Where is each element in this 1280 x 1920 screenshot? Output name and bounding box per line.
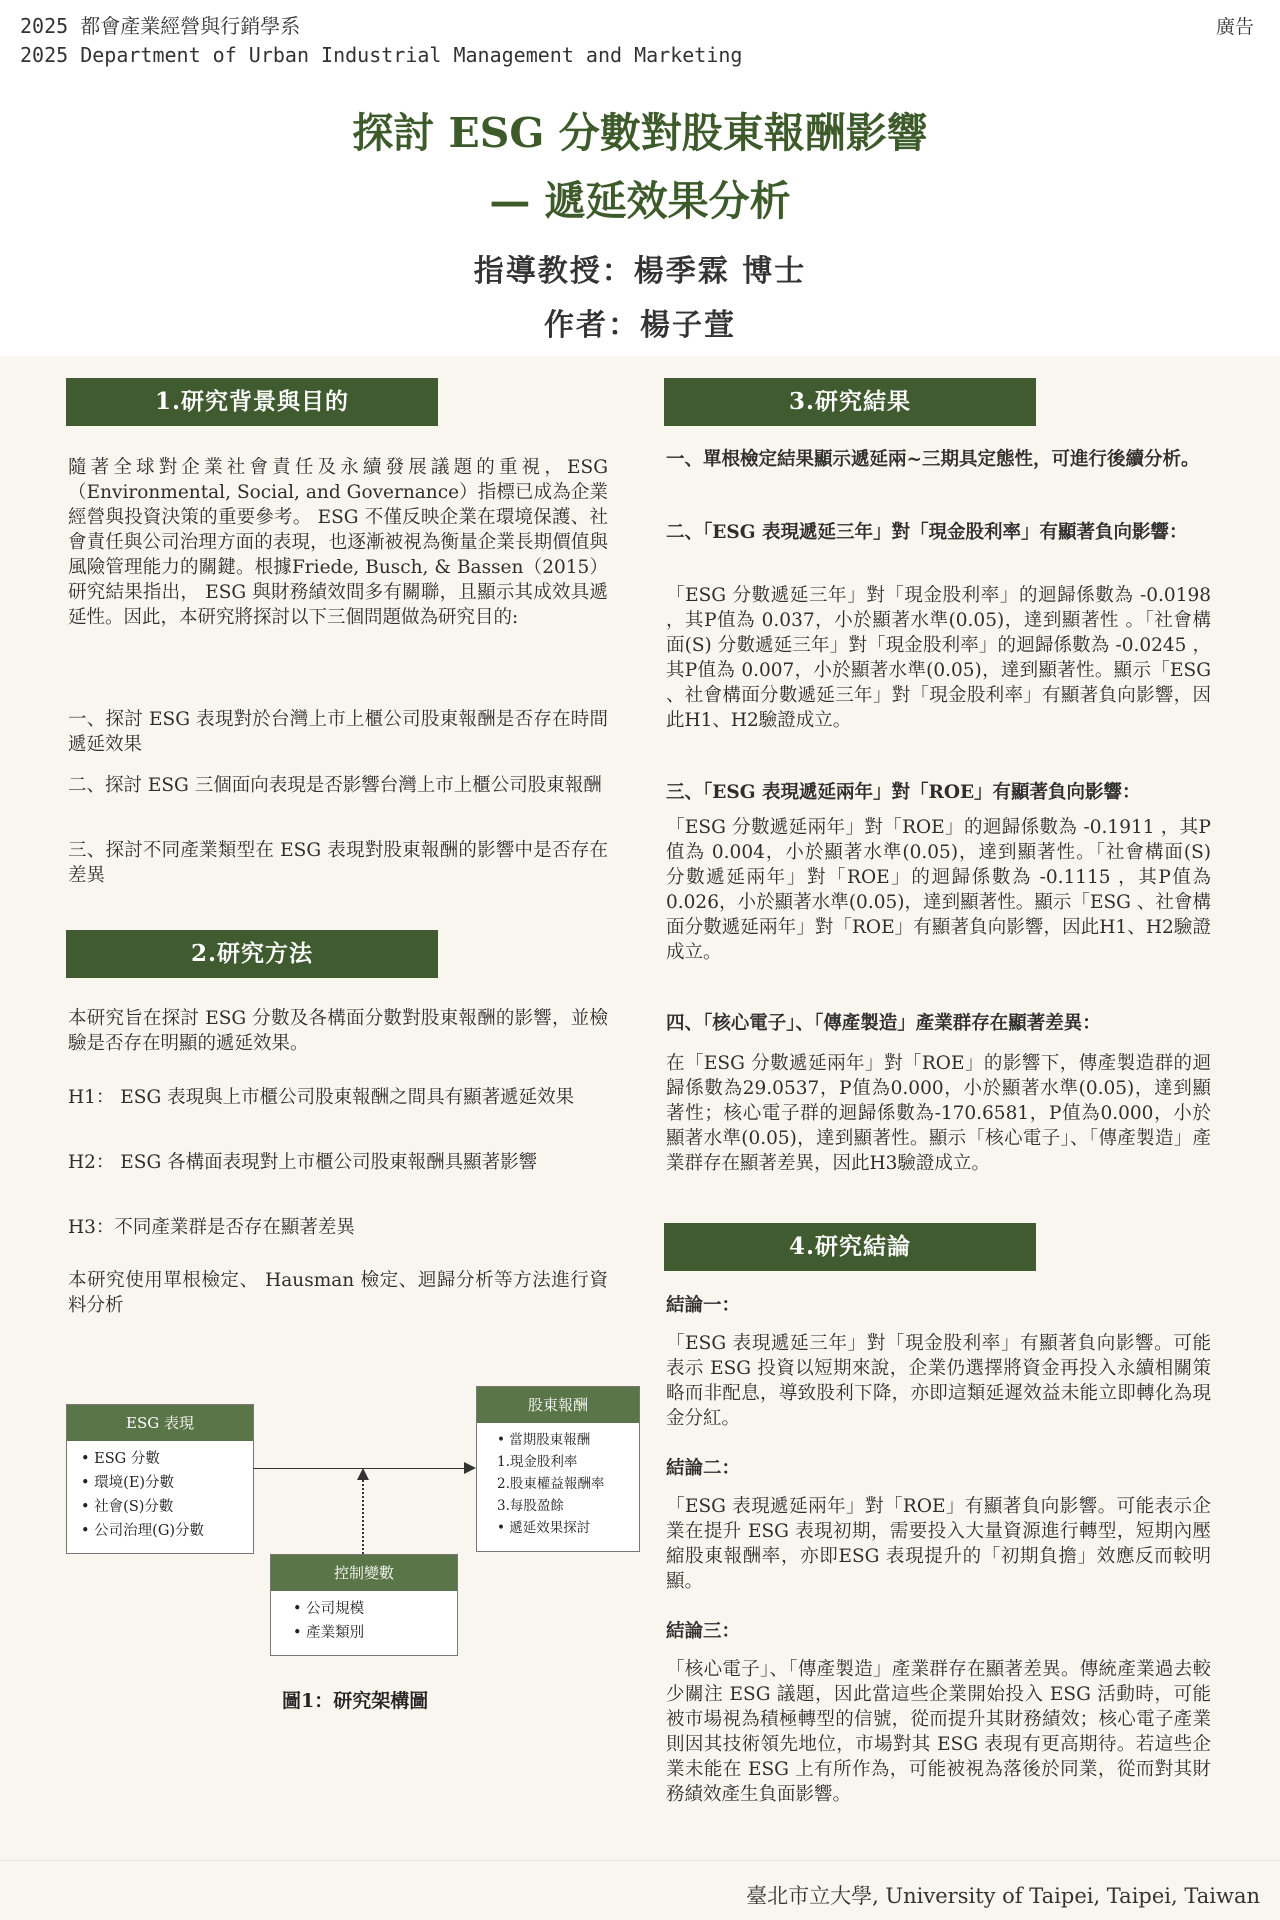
return-item: 1.現金股利率 (497, 1454, 578, 1470)
research-question-2: 二、探討 ESG 三個面向表現是否影響台灣上市上櫃公司股東報酬 (68, 775, 602, 796)
conclusion-1-title: 結論一： (666, 1295, 741, 1316)
section4-heading: 4.研究結論 (664, 1223, 1036, 1271)
result-2-body: 「ESG 分數遞延三年」對「現金股利率」的迴歸係數為 -0.0198 ，其P值為 0.037，小於顯著水準(0.05)，達到顯著性 。「社會構面(S) 分數遞延三年」對「現金股利率」的迴歸係數為 -0.0245 ，其P值為 0.007，小於顯著水準(0.05)，達到顯著性。顯示「ESG 、社會構面分數遞延三年」對「現金股利率」有顯著負向影響，因此H1、H2驗證成立。 (666, 585, 1211, 731)
conclusion-2-title: 結論二： (666, 1458, 741, 1479)
hypothesis-3: H3：不同產業群是否存在顯著差異 (68, 1217, 355, 1238)
section1-heading: 1.研究背景與目的 (66, 378, 438, 426)
esg-item: • 社會(S)分數 (81, 1499, 174, 1515)
result-4-title: 四、「核心電子」、「傳產製造」產業群存在顯著差異： (666, 1013, 1101, 1034)
result-2-title: 二、「ESG 表現遞延三年」對「現金股利率」有顯著負向影響： (666, 522, 1188, 543)
esg-item: • 公司治理(G)分數 (81, 1523, 205, 1539)
conclusion-3-title: 結論三： (666, 1621, 741, 1642)
control-item: • 產業類別 (293, 1625, 365, 1641)
result-3-title: 三、「ESG 表現遞延兩年」對「ROE」有顯著負向影響： (666, 782, 1141, 803)
university-footer: 臺北市立大學, University of Taipei, Taipei, Taiwan (746, 1884, 1260, 1908)
poster-subtitle: — 遞延效果分析 (489, 177, 791, 225)
method-description: 本研究使用單根檢定、 Hausman 檢定、迴歸分析等方法進行資料分析 (68, 1270, 608, 1316)
department-line-en: 2025 Department of Urban Industrial Management and Marketing (20, 43, 743, 67)
esg-to-return-arrow-head (464, 1462, 476, 1474)
control-dotted-line (362, 1480, 364, 1554)
figure-caption: 圖1：研究架構圖 (282, 1690, 429, 1712)
department-header (20, 12, 742, 70)
conclusion-3-body: 「核心電子」、「傳產製造」產業群存在顯著差異。傳統產業過去較少關注 ESG 議題，因此當這些企業開始投入 ESG 活動時，可能被市場視為積極轉型的信號，從而提升其財務績效；核心電子產業則因其技術領先地位，市場對其 ESG 表現有更高期待。若這些企業未能在 ESG 上有所作為，可能被視為落後於同業，從而對其財務績效產生負面影響。 (666, 1659, 1211, 1805)
control-box (270, 1554, 458, 1656)
esg-box-title: ESG 表現 (67, 1405, 253, 1441)
section3-heading: 3.研究結果 (664, 378, 1036, 426)
return-item: 3.每股盈餘 (497, 1498, 564, 1514)
return-item: • 當期股東報酬 (497, 1432, 591, 1448)
author: 作者：楊子萱 (544, 308, 736, 343)
control-arrow-head (357, 1468, 369, 1480)
return-item: 2.股東權益報酬率 (497, 1476, 605, 1492)
section2-heading: 2.研究方法 (66, 930, 438, 978)
section1-intro: 隨著全球對企業社會責任及永續發展議題的重視，ESG（Environmental, Social, and Governance）指標已成為企業經營與投資決策的重要參考。 ESG 不僅反映企業在環境保護、社會責任與公司治理方面的表現，也逐漸被視為衡量企業長期價值與風險管理能力的關鍵。根據Friede, Busch, & Bassen（2015）研究結果指出， ESG 與財務績效間多有關聯，且顯示其成效具遞延性。因此，本研究將探討以下三個問題做為研究目的: (68, 457, 608, 628)
ad-label: 廣告 (1215, 16, 1254, 38)
poster-title: 探討 ESG 分數對股東報酬影響 (352, 109, 928, 157)
esg-item: • ESG 分數 (81, 1451, 160, 1467)
hypothesis-2: H2： ESG 各構面表現對上市櫃公司股東報酬具顯著影響 (68, 1152, 538, 1173)
footer-divider (0, 1860, 1280, 1861)
result-4-body: 在「ESG 分數遞延兩年」對「ROE」的影響下，傳產製造群的迴歸係數為29.0537，P值為0.000，小於顯著水準(0.05)，達到顯著性；核心電子群的迴歸係數為-170.6581，P值為0.000，小於顯著水準(0.05)，達到顯著性。顯示「核心電子」、「傳產製造」產業群存在顯著差異，因此H3驗證成立。 (666, 1053, 1211, 1174)
department-line-zh: 2025 都會產業經營與行銷學系 (20, 14, 301, 38)
conclusion-1-body: 「ESG 表現遞延三年」對「現金股利率」有顯著負向影響。可能表示 ESG 投資以短期來說，企業仍選擇將資金再投入永續相關策略而非配息，導致股利下降，亦即這類延遲效益未能立即轉化為現金分紅。 (666, 1333, 1211, 1429)
research-question-1: 一、探討 ESG 表現對於台灣上市上櫃公司股東報酬是否存在時間遞延效果 (68, 709, 608, 755)
return-box-title: 股東報酬 (477, 1387, 639, 1423)
research-question-3: 三、探討不同產業類型在 ESG 表現對股東報酬的影響中是否存在差異 (68, 840, 608, 886)
hypothesis-1: H1： ESG 表現與上市櫃公司股東報酬之間具有顯著遞延效果 (68, 1087, 575, 1108)
esg-box (66, 1404, 254, 1554)
conclusion-2-body: 「ESG 表現遞延兩年」對「ROE」有顯著負向影響。可能表示企業在提升 ESG 表現初期，需要投入大量資源進行轉型，短期內壓縮股東報酬率，亦即ESG 表現提升的「初期負擔」效應反而較明顯。 (666, 1496, 1211, 1592)
result-3-body: 「ESG 分數遞延兩年」對「ROE」的迴歸係數為 -0.1911 ，其P值為 0.004，小於顯著水準(0.05)，達到顯著性。「社會構面(S) 分數遞延兩年」對「ROE」的迴歸係數為 -0.1115 ，其P值為 0.026，小於顯著水準(0.05)，達到顯著性。顯示「ESG 、社會構面分數遞延兩年」對「ROE」有顯著負向影響，因此H1、H2驗證成立。 (666, 817, 1211, 963)
result-1-title: 一、單根檢定結果顯示遞延兩~三期具定態性，可進行後續分析。 (666, 449, 1200, 470)
section2-intro: 本研究旨在探討 ESG 分數及各構面分數對股東報酬的影響，並檢驗是否存在明顯的遞延效果。 (68, 1008, 608, 1054)
esg-item: • 環境(E)分數 (81, 1475, 175, 1491)
return-item: • 遞延效果探討 (497, 1520, 591, 1536)
advisor: 指導教授：楊季霖 博士 (473, 254, 807, 289)
control-item: • 公司規模 (293, 1601, 365, 1617)
control-box-title: 控制變數 (271, 1555, 457, 1591)
return-box (476, 1386, 640, 1552)
